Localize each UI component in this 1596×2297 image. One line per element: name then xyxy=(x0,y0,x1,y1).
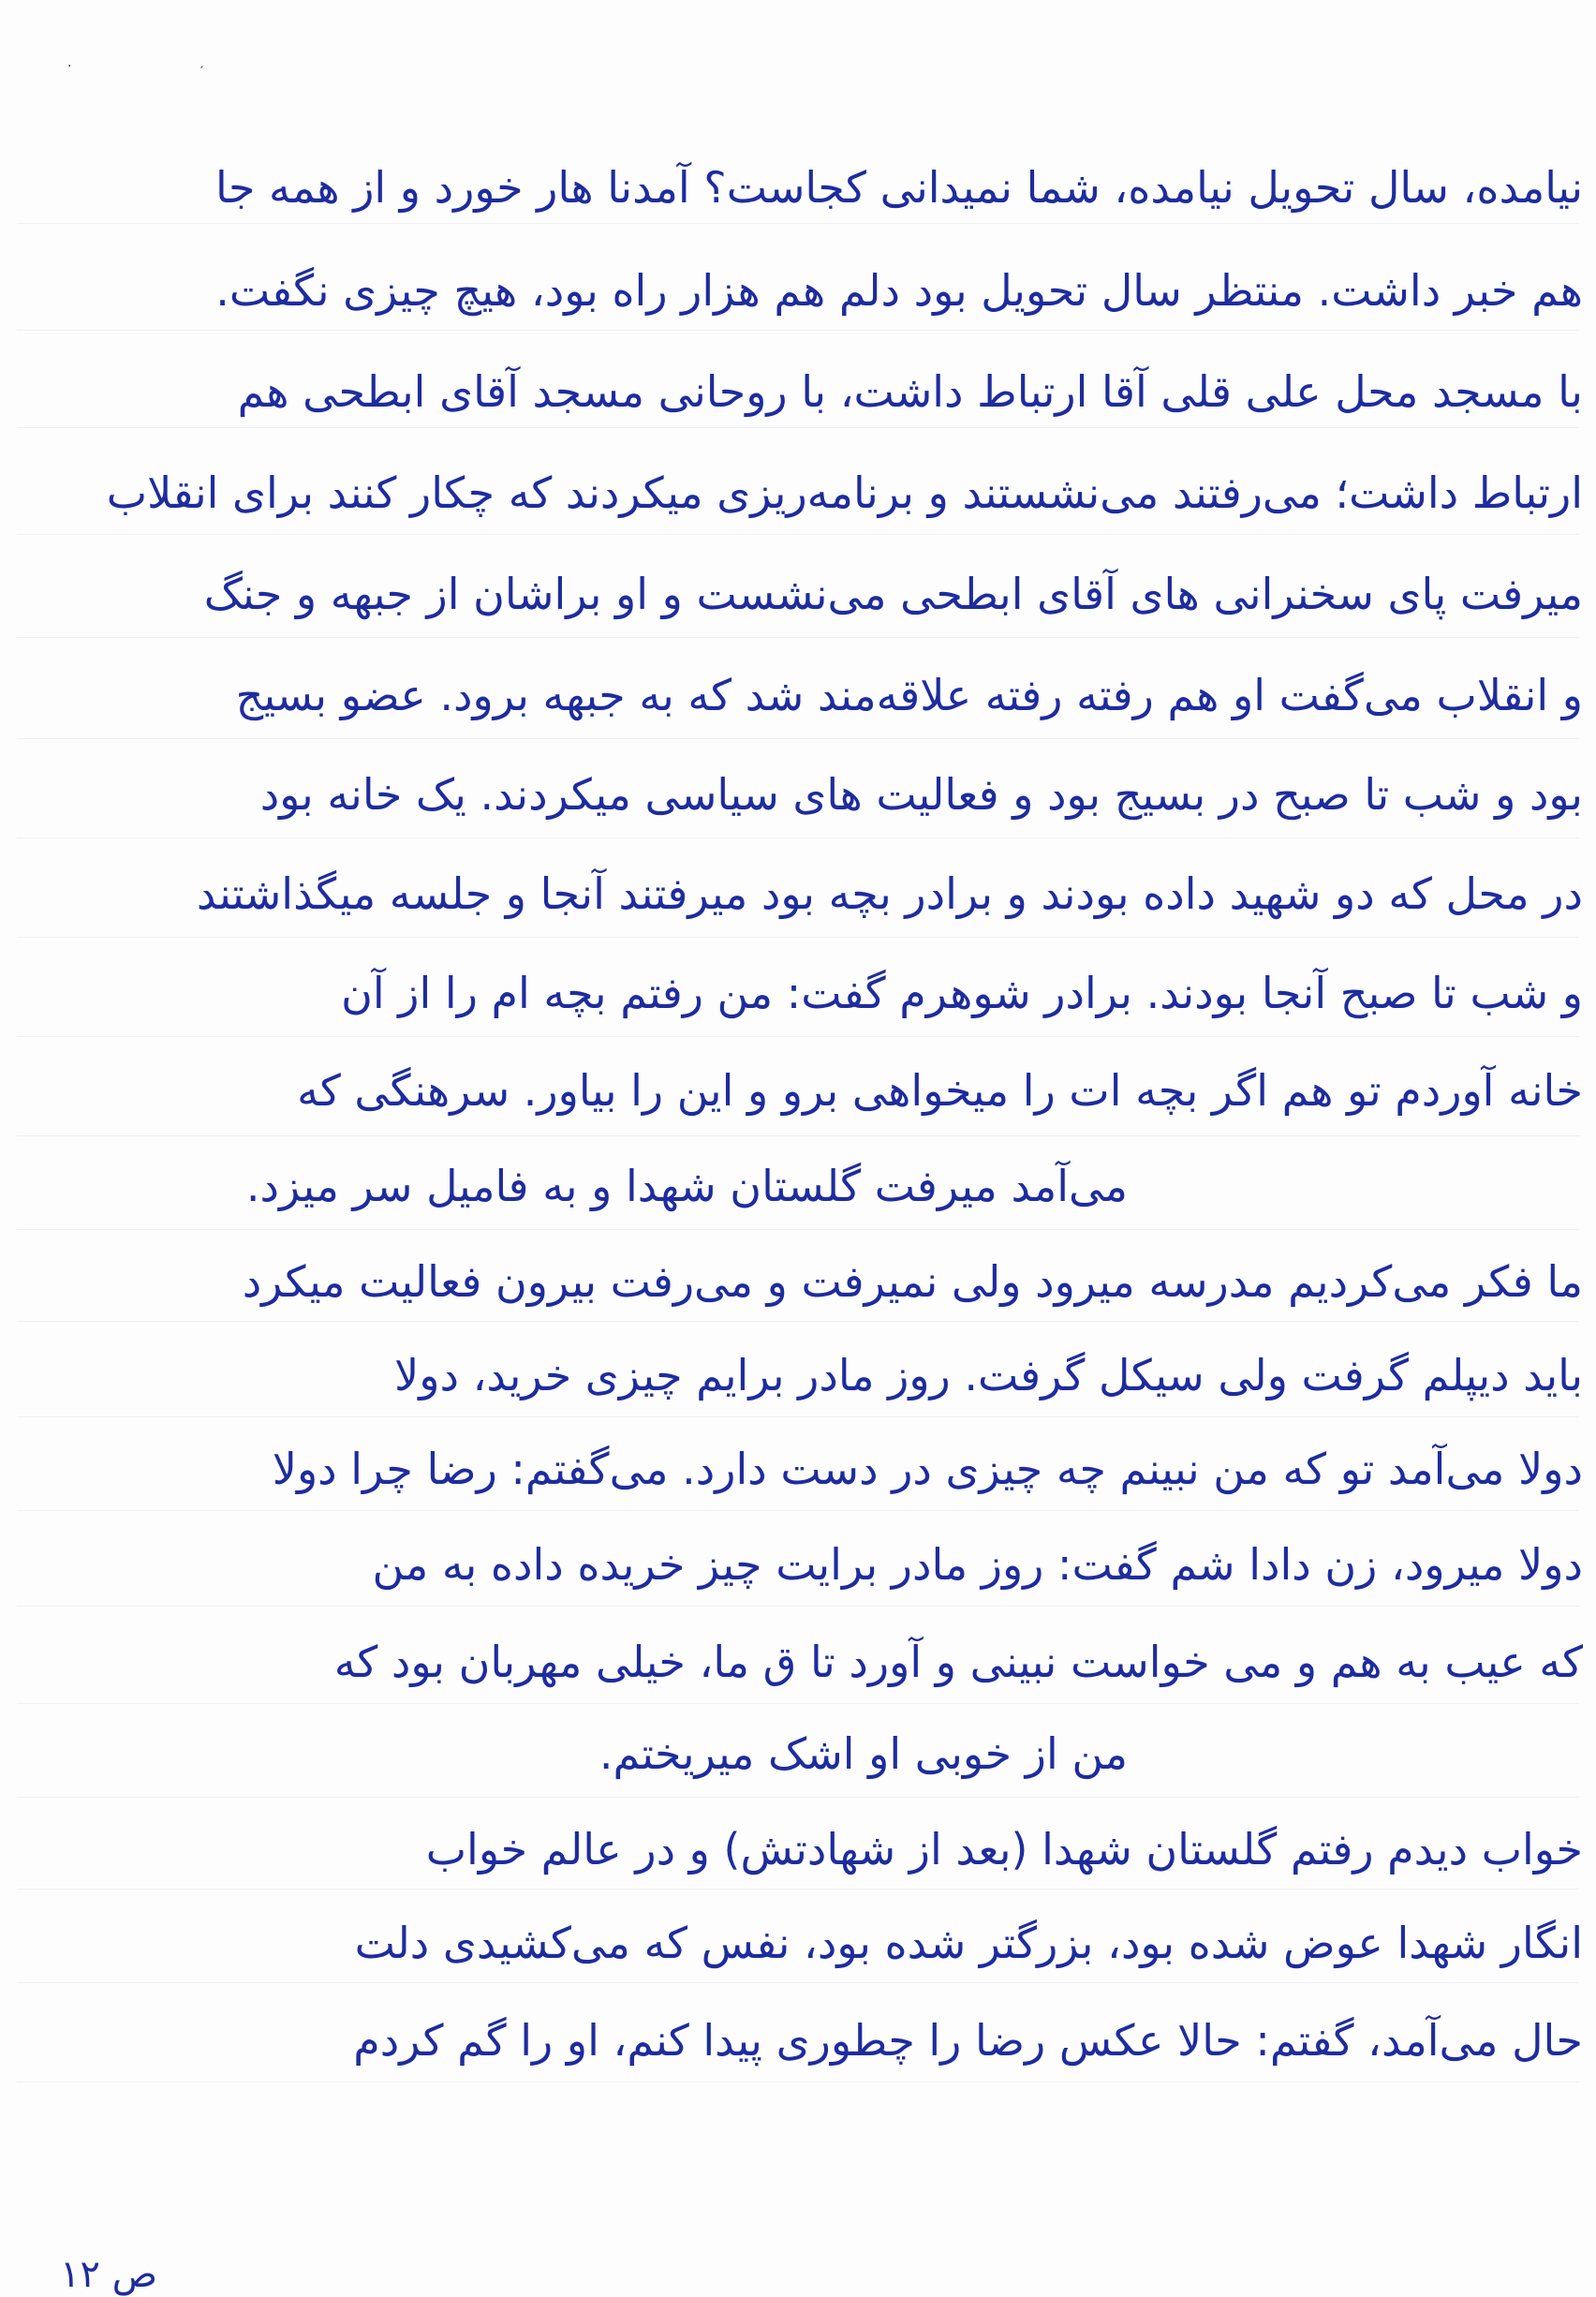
handwritten-line: ارتباط داشت؛ می‌رفتند می‌نشستند و برنامه‌ریزی میکردند که چکار کنند برای انقلاب xyxy=(106,467,1583,518)
ruled-line xyxy=(17,937,1579,938)
handwritten-line: باید دیپلم گرفت ولی سیکل گرفت. روز مادر برایم چیزی خرید، دولا xyxy=(394,1350,1583,1400)
ruled-line xyxy=(17,738,1579,739)
handwritten-line: حال می‌آمد، گفتم: حالا عکس رضا را چطوری پیدا کنم، او را گم کردم xyxy=(353,2015,1583,2066)
ruled-line xyxy=(17,837,1579,838)
handwritten-line: می‌آمد میرفت گلستان شهدا و به فامیل سر میزد. xyxy=(245,1161,1128,1211)
ruled-line xyxy=(17,1416,1579,1417)
ruled-line xyxy=(17,223,1579,224)
handwritten-line: در محل که دو شهید داده بودند و برادر بچه بود میرفتند آنجا و جلسه میگذاشتند xyxy=(196,868,1583,919)
handwritten-line: من از خوبی او اشک میریختم. xyxy=(598,1728,1128,1779)
handwritten-line: خواب دیدم رفتم گلستان شهدا (بعد از شهادتش) و در عالم خواب xyxy=(425,1824,1583,1875)
handwritten-line: و شب تا صبح آنجا بودند. برادر شوهرم گفت: من رفتم بچه ام را از آن xyxy=(341,968,1583,1018)
handwritten-line: نیامده، سال تحویل نیامده، شما نمیدانی کجاست؟ آمدنا هار خورد و از همه جا xyxy=(214,162,1583,213)
handwritten-line: هم خبر داشت. منتظر سال تحویل بود دلم هم هزار راه بود، هیچ چیزی نگفت. xyxy=(215,265,1583,316)
handwritten-line: خانه آوردم تو هم اگر بچه ات را میخواهی برو و این را بیاور. سرهنگی که xyxy=(297,1065,1583,1116)
ruled-line xyxy=(17,1606,1579,1607)
ruled-line xyxy=(17,1510,1579,1511)
handwritten-line: دولا میرود، زن دادا شم گفت: روز مادر برایت چیز خریده داده به من xyxy=(372,1539,1583,1590)
handwritten-line: بود و شب تا صبح در بسیج بود و فعالیت های سیاسی میکردند. یک خانه بود xyxy=(259,769,1583,820)
ruled-line xyxy=(17,330,1579,331)
ruled-line xyxy=(17,637,1579,638)
page-number: ص ۱۲ xyxy=(60,2253,158,2296)
handwritten-line: ما فکر می‌کردیم مدرسه میرود ولی نمیرفت و می‌رفت بیرون فعالیت میکرد xyxy=(242,1256,1583,1307)
ruled-line xyxy=(17,1703,1579,1704)
ruled-line xyxy=(17,427,1579,428)
ruled-line xyxy=(17,534,1579,535)
ruled-line xyxy=(17,1321,1579,1322)
ruled-line xyxy=(17,1797,1579,1798)
handwritten-line: انگار شهدا عوض شده بود، بزرگتر شده بود، نفس که می‌کشیدی دلت xyxy=(354,1918,1583,1968)
handwritten-line: و انقلاب می‌گفت او هم رفته رفته علاقه‌مند شد که به جبهه برود. عضو بسیج xyxy=(235,670,1583,720)
scan-speck: ′ xyxy=(200,65,204,80)
handwritten-line: با مسجد محل علی قلی آقا ارتباط داشت، با روحانی مسجد آقای ابطحی هم xyxy=(237,366,1583,417)
scan-speck: · xyxy=(67,59,72,74)
ruled-line xyxy=(17,1135,1579,1136)
handwritten-line: که عیب به هم و می خواست نبینی و آورد تا ق ما، خیلی مهربان بود که xyxy=(333,1637,1583,1687)
ruled-line xyxy=(17,1982,1579,1983)
handwritten-line: دولا می‌آمد تو که من نبینم چه چیزی در دست دارد. می‌گفتم: رضا چرا دولا xyxy=(272,1444,1583,1494)
handwritten-line: میرفت پای سخنرانی های آقای ابطحی می‌نشست و او براشان از جبهه و جنگ xyxy=(203,569,1583,619)
ruled-line xyxy=(17,1229,1579,1230)
ruled-line xyxy=(17,1036,1579,1037)
